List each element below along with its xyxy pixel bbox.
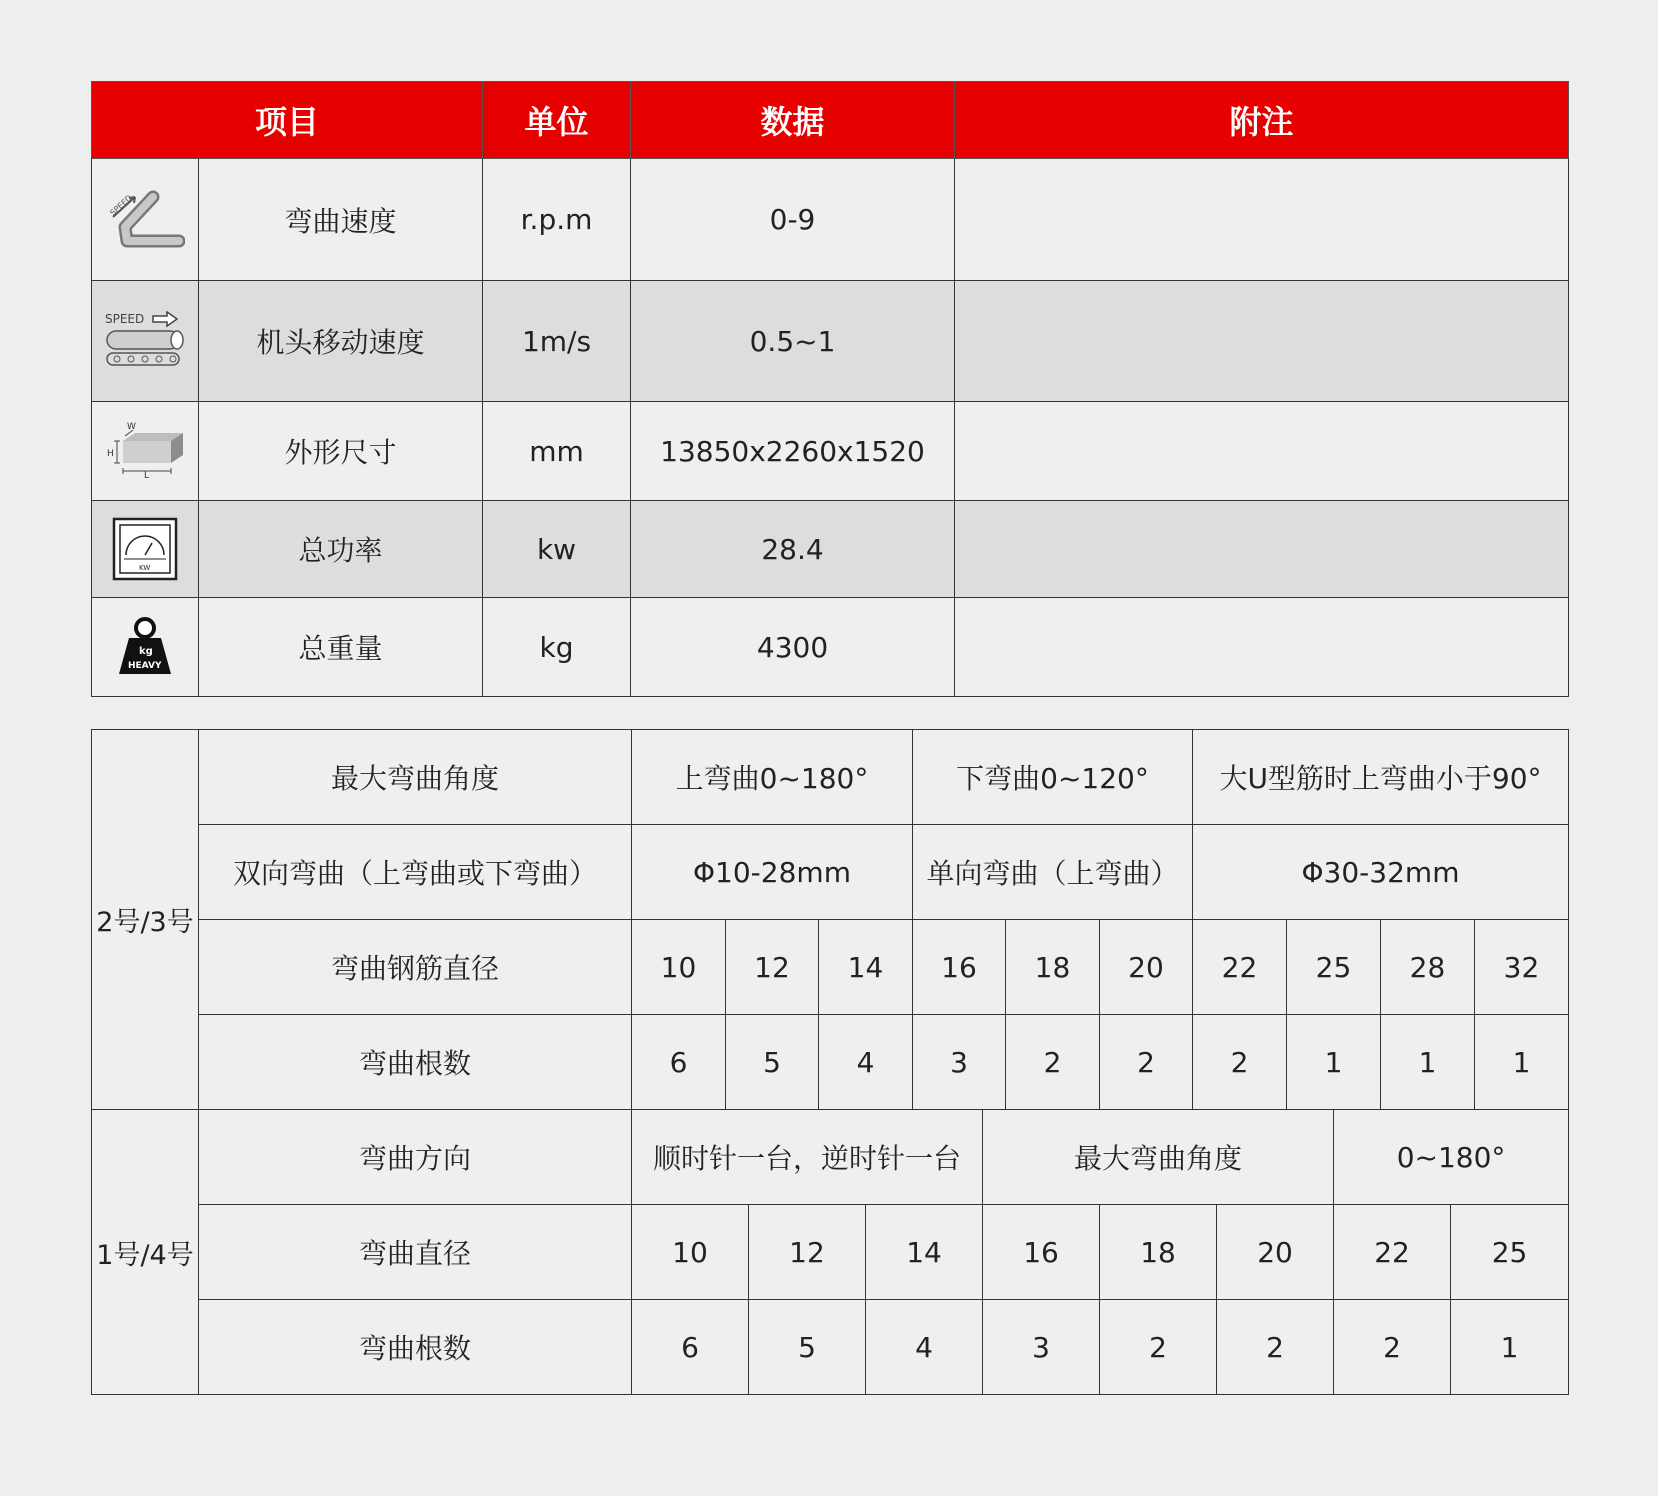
diameter-row	[92, 920, 1569, 1015]
svg-text:L: L	[144, 471, 150, 481]
unit-cell: mm	[483, 402, 631, 501]
data-cell: 4300	[631, 598, 955, 697]
unit-cell: kw	[483, 501, 631, 598]
value-cell: 5	[749, 1300, 866, 1395]
value-cell: 6	[632, 1300, 749, 1395]
item-cell: 机头移动速度	[199, 281, 483, 402]
row-label: 弯曲根数	[199, 1015, 632, 1110]
value-cell: 28	[1381, 920, 1475, 1015]
count-row	[92, 1300, 1569, 1395]
svg-text:KW: KW	[139, 564, 151, 572]
count-row	[92, 1015, 1569, 1110]
value-cell: 12	[749, 1205, 866, 1300]
dimension-box-icon	[92, 402, 199, 501]
value-cell: 20	[1217, 1205, 1334, 1300]
value-cell: 下弯曲0~120°	[913, 730, 1193, 825]
value-cell: 上弯曲0~180°	[632, 730, 913, 825]
spec-header-row	[92, 82, 1569, 159]
value-cell: 2	[1193, 1015, 1287, 1110]
table-row	[92, 159, 1569, 281]
data-cell: 28.4	[631, 501, 955, 598]
note-cell	[955, 501, 1569, 598]
bending-table-group-a	[91, 729, 1569, 1110]
data-cell: 0.5~1	[631, 281, 955, 402]
group-label: 2号/3号	[92, 730, 199, 1110]
group-label: 1号/4号	[92, 1110, 199, 1395]
table-row	[92, 402, 1569, 501]
value-cell: 3	[913, 1015, 1006, 1110]
value-cell: 20	[1100, 920, 1193, 1015]
max-angle-row	[92, 730, 1569, 825]
value-cell: 5	[726, 1015, 819, 1110]
header-note: 附注	[955, 82, 1569, 159]
value-cell: 16	[913, 920, 1006, 1015]
svg-text:H: H	[107, 449, 114, 459]
row-label: 双向弯曲（上弯曲或下弯曲）	[199, 825, 632, 920]
header-item: 项目	[92, 82, 483, 159]
item-cell: 外形尺寸	[199, 402, 483, 501]
table-row	[92, 501, 1569, 598]
value-cell: 1	[1381, 1015, 1475, 1110]
note-cell	[955, 159, 1569, 281]
header-data: 数据	[631, 82, 955, 159]
value-cell: Φ10-28mm	[632, 825, 913, 920]
value-cell: 32	[1475, 920, 1569, 1015]
value-cell: 22	[1193, 920, 1287, 1015]
value-cell: 4	[866, 1300, 983, 1395]
value-cell: 14	[866, 1205, 983, 1300]
value-cell: 1	[1287, 1015, 1381, 1110]
bending-table-group-b	[91, 1109, 1569, 1395]
value-cell: 25	[1287, 920, 1381, 1015]
value-cell: 2	[1100, 1015, 1193, 1110]
svg-text:SPEED: SPEED	[105, 312, 145, 326]
value-cell: 顺时针一台，逆时针一台	[632, 1110, 983, 1205]
value-cell: 22	[1334, 1205, 1451, 1300]
note-cell	[955, 281, 1569, 402]
value-cell: 25	[1451, 1205, 1569, 1300]
svg-text:W: W	[127, 422, 136, 432]
note-cell	[955, 402, 1569, 501]
value-cell: 单向弯曲（上弯曲）	[913, 825, 1193, 920]
value-cell: 4	[819, 1015, 913, 1110]
row-label: 弯曲钢筋直径	[199, 920, 632, 1015]
power-meter-icon	[92, 501, 199, 598]
data-cell: 0-9	[631, 159, 955, 281]
value-cell: 6	[632, 1015, 726, 1110]
note-cell	[955, 598, 1569, 697]
value-cell: 16	[983, 1205, 1100, 1300]
unit-cell: kg	[483, 598, 631, 697]
value-cell: 最大弯曲角度	[983, 1110, 1334, 1205]
direction-row	[92, 825, 1569, 920]
head-speed-icon	[92, 281, 199, 402]
row-label: 弯曲方向	[199, 1110, 632, 1205]
table-row	[92, 598, 1569, 697]
row-label: 弯曲直径	[199, 1205, 632, 1300]
value-cell: 10	[632, 920, 726, 1015]
item-cell: 弯曲速度	[199, 159, 483, 281]
svg-text:HEAVY: HEAVY	[128, 661, 162, 671]
diameter-row	[92, 1205, 1569, 1300]
value-cell: 2	[1334, 1300, 1451, 1395]
value-cell: 18	[1006, 920, 1100, 1015]
table-row	[92, 281, 1569, 402]
direction-row	[92, 1110, 1569, 1205]
value-cell: Φ30-32mm	[1193, 825, 1569, 920]
value-cell: 2	[1217, 1300, 1334, 1395]
spec-table	[91, 81, 1569, 697]
value-cell: 1	[1475, 1015, 1569, 1110]
unit-cell: r.p.m	[483, 159, 631, 281]
value-cell: 0~180°	[1334, 1110, 1569, 1205]
value-cell: 18	[1100, 1205, 1217, 1300]
row-label: 弯曲根数	[199, 1300, 632, 1395]
value-cell: 2	[1100, 1300, 1217, 1395]
bending-speed-icon	[92, 159, 199, 281]
header-unit: 单位	[483, 82, 631, 159]
weight-icon	[92, 598, 199, 697]
value-cell: 1	[1451, 1300, 1569, 1395]
svg-text:kg: kg	[139, 646, 153, 657]
value-cell: 2	[1006, 1015, 1100, 1110]
item-cell: 总重量	[199, 598, 483, 697]
data-cell: 13850x2260x1520	[631, 402, 955, 501]
svg-text:SPEED: SPEED	[108, 192, 134, 217]
value-cell: 10	[632, 1205, 749, 1300]
unit-cell: 1m/s	[483, 281, 631, 402]
value-cell: 12	[726, 920, 819, 1015]
value-cell: 大U型筋时上弯曲小于90°	[1193, 730, 1569, 825]
item-cell: 总功率	[199, 501, 483, 598]
value-cell: 14	[819, 920, 913, 1015]
value-cell: 3	[983, 1300, 1100, 1395]
row-label: 最大弯曲角度	[199, 730, 632, 825]
